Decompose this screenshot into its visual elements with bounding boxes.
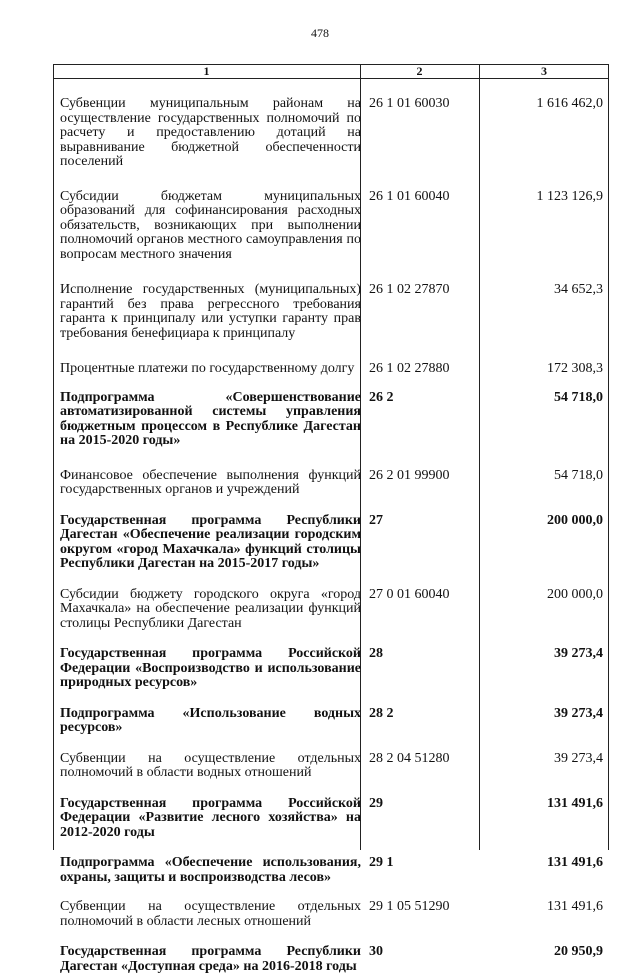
table-row [53, 647, 609, 691]
row-name: Государственная программа Республики Дагестан «Обеспечение реализации городским округом «город Махачкала» функций столицы Республики Дагестан на 2015-2017 годы» [60, 512, 361, 571]
row-code: 28 [369, 646, 383, 661]
row-code: 27 [369, 512, 383, 528]
table-header-border [53, 78, 609, 79]
row-name: Субвенции на осуществление отдельных полномочий в области водных отношений [60, 750, 361, 780]
row-name: Процентные платежи по государственному долгу [60, 361, 355, 376]
table-row [53, 856, 609, 885]
column-header-3: 3 [541, 64, 547, 78]
row-code: 26 1 01 60040 [369, 188, 450, 204]
row-code: 26 1 02 27880 [369, 361, 450, 376]
row-amount: 200 000,0 [547, 512, 603, 528]
row-name: Подпрограмма «Использование водных ресурсов» [60, 705, 361, 735]
row-amount: 39 273,4 [554, 646, 603, 661]
row-amount: 39 273,4 [554, 750, 603, 766]
table-row [53, 391, 609, 449]
page-number: 478 [311, 26, 329, 40]
table-row [53, 945, 609, 974]
row-amount: 34 652,3 [554, 282, 603, 297]
row-code: 28 2 04 51280 [369, 750, 450, 766]
table-row [53, 97, 609, 170]
row-amount: 1 123 126,9 [536, 188, 603, 204]
table-row [53, 707, 609, 736]
row-name: Субсидии бюджетам муниципальных образований для софинансирования расходных обязательств, возникающих при выполнении полномочий органов местного самоуправления по вопросам местного значения [60, 188, 361, 262]
budget-table [53, 64, 609, 974]
column-header-2: 2 [416, 64, 423, 78]
table-row [53, 797, 609, 841]
row-name: Государственная программа Российской Федерации «Воспроизводство и использование природных ресурсов» [60, 646, 361, 690]
row-code: 29 1 [369, 855, 394, 870]
row-amount: 131 491,6 [547, 899, 603, 914]
row-name: Государственная программа Российской Федерации «Развитие лесного хозяйства» на 2012-2020 годы [60, 795, 361, 840]
table-row [53, 190, 609, 263]
row-name: Государственная программа Республики Дагестан «Доступная среда» на 2016-2018 годы [60, 944, 361, 974]
table-row [53, 514, 609, 572]
table-row [53, 469, 609, 498]
row-amount: 54 718,0 [554, 389, 603, 405]
row-code: 26 1 02 27870 [369, 282, 450, 297]
row-code: 26 2 01 99900 [369, 467, 450, 483]
row-code: 27 0 01 60040 [369, 586, 450, 602]
row-name: Подпрограмма «Совершенствование автоматизированной системы управления бюджетным процессом в Республике Дагестан на 2015-2020 годы» [60, 389, 361, 448]
table-body [53, 81, 609, 974]
row-code: 26 1 01 60030 [369, 96, 450, 111]
row-name: Подпрограмма «Обеспечение использования, охраны, защиты и воспроизводства лесов» [60, 855, 361, 885]
row-code: 29 1 05 51290 [369, 899, 450, 914]
row-code: 30 [369, 944, 383, 959]
row-amount: 131 491,6 [547, 855, 603, 870]
row-name: Субсидии бюджету городского округа «город Махачкала» на обеспечение реализации функций столицы Республики Дагестан [60, 586, 361, 631]
table-row [53, 752, 609, 781]
row-amount: 20 950,9 [554, 944, 603, 959]
row-name: Финансовое обеспечение выполнения функций государственных органов и учреждений [60, 467, 361, 497]
table-row [53, 283, 609, 341]
row-name: Субвенции на осуществление отдельных полномочий в области лесных отношений [60, 899, 361, 929]
row-code: 29 [369, 795, 383, 811]
row-code: 28 2 [369, 705, 394, 721]
row-name: Субвенции муниципальным районам на осуществление государственных полномочий по расчету и предоставлению дотаций на выравнивание бюджетной обеспеченности поселений [60, 96, 361, 169]
row-amount: 39 273,4 [554, 705, 603, 721]
row-amount: 172 308,3 [547, 361, 603, 376]
row-code: 26 2 [369, 389, 394, 405]
table-row [53, 362, 609, 377]
row-amount: 200 000,0 [547, 586, 603, 602]
row-amount: 131 491,6 [547, 795, 603, 811]
table-row [53, 900, 609, 929]
column-header-1: 1 [203, 64, 210, 78]
row-amount: 1 616 462,0 [536, 96, 603, 111]
row-amount: 54 718,0 [554, 467, 603, 483]
table-row [53, 588, 609, 632]
row-name: Исполнение государственных (муниципальных) гарантий без права регрессного требования гаранта к принципалу или уступки гаранту прав требования бенефициара к принципалу [60, 282, 361, 341]
